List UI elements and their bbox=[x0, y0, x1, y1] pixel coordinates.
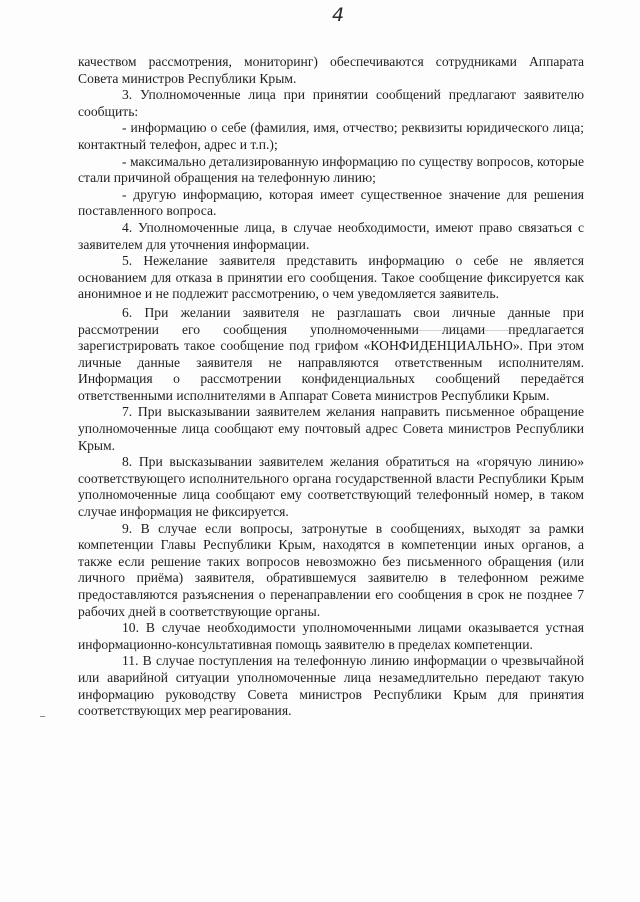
paragraph-8: 8. При высказывании заявителем желания обратиться на «горячую линию» соответствующего исполнительного органа государственной власти Республики Крым уполномоченные лица сообщают ему соответствующий телефонный номер, в таком случае информация не фиксируется. bbox=[78, 454, 584, 520]
paragraph-9: 9. В случае если вопросы, затронутые в сообщениях, выходят за рамки компетенции Главы Республики Крым, находятся в компетенции иных органов, а также если решение таких вопросов невозможно без письменного обращения (или личного приёма) заявителя, обратившемуся заявителю в телефонном режиме предоставляются разъяснения о перенаправлении его сообщения в срок не позднее 7 рабочих дней в соответствующие органы. bbox=[78, 520, 584, 619]
scan-artifact-line bbox=[330, 330, 520, 331]
paragraph-6: 6. При желании заявителя не разглашать свои личные данные при рассмотрении его сообщения уполномоченными лицами предлагается зарегистрировать такое сообщение под грифом «КОНФИДЕНЦИАЛЬНО». При этом личные данные заявителя не направляются ответственным исполнителям. Информация о рассмотрении конфиденциальных сообщений передаётся ответственными исполнителями в Аппарат Совета министров Республики Крым. bbox=[78, 304, 584, 403]
paragraph-11: 11. В случае поступления на телефонную линию информации о чрезвычайной или аварийной ситуации уполномоченные лица незамедлительно передают такую информацию руководству Совета министров Республики Крым для принятия соответствующих мер реагирования. bbox=[78, 653, 584, 719]
paragraph-5: 5. Нежелание заявителя представить информацию о себе не является основанием для отказа в принятии его сообщения. Такое сообщение фиксируется как анонимное и не подлежит рассмотрению, о чем уведомляется заявитель. bbox=[78, 253, 584, 302]
page-number: 4 bbox=[332, 4, 345, 26]
list-item-detailed-info: - максимально детализированную информацию по существу вопросов, которые стали причиной обращения на телефонную линию; bbox=[78, 153, 584, 186]
paragraph-4: 4. Уполномоченные лица, в случае необходимости, имеют право связаться с заявителем для уточнения информации. bbox=[78, 219, 584, 252]
scan-artifact-dot bbox=[40, 716, 45, 717]
list-item-personal-info: - информацию о себе (фамилия, имя, отчество; реквизиты юридического лица; контактный телефон, адрес и т.п.); bbox=[78, 120, 584, 152]
list-item-other-info: - другую информацию, которая имеет существенное значение для решения поставленного вопроса. bbox=[78, 186, 584, 219]
paragraph-continuation: качеством рассмотрения, мониторинг) обеспечиваются сотрудниками Аппарата Совета министров Республики Крым. bbox=[78, 54, 584, 86]
paragraph-7: 7. При высказывании заявителем желания направить письменное обращение уполномоченные лица сообщают ему почтовый адрес Совета министров Республики Крым. bbox=[78, 404, 584, 453]
document-body bbox=[78, 54, 584, 720]
paragraph-10: 10. В случае необходимости уполномоченными лицами оказывается устная информационно-консультативная помощь заявителю в пределах компетенции. bbox=[78, 620, 584, 652]
paragraph-3: 3. Уполномоченные лица при принятии сообщений предлагают заявителю сообщить: bbox=[78, 87, 584, 119]
